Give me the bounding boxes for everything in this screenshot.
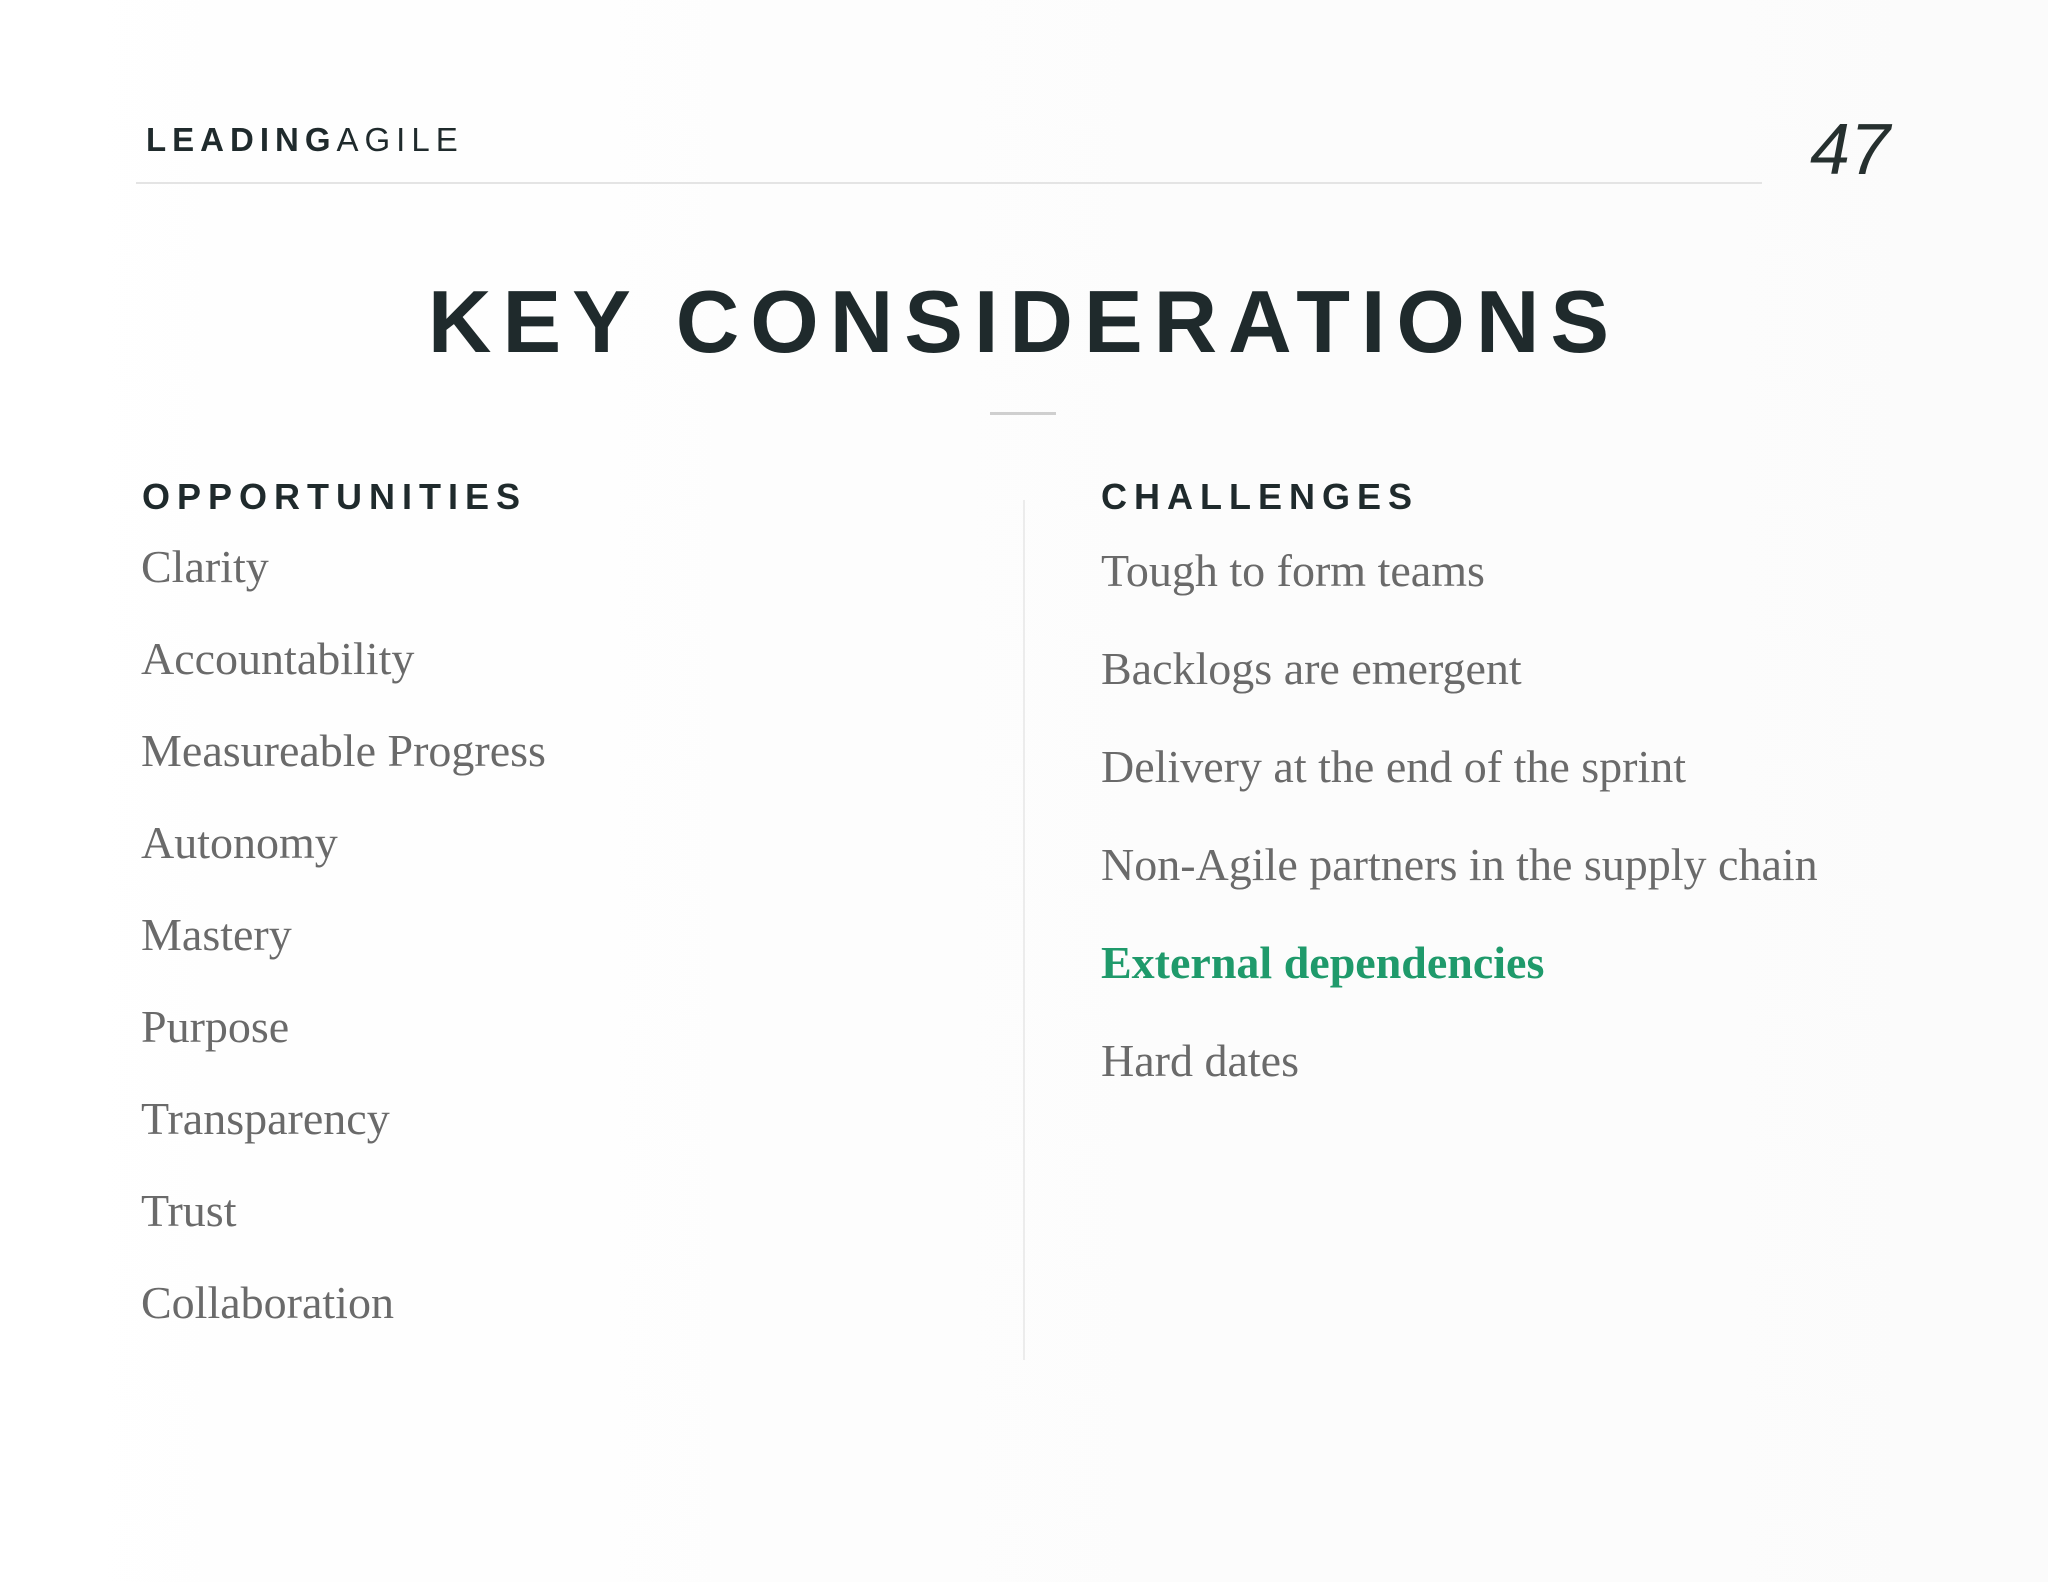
list-item: Backlogs are emergent (1101, 643, 1522, 694)
list-item: Accountability (141, 633, 415, 684)
challenges-heading: CHALLENGES (1101, 476, 1420, 517)
challenges-list (1101, 543, 1818, 1131)
brand-logo-bold: LEADING (146, 121, 337, 158)
list-item: Hard dates (1101, 1035, 1299, 1086)
list-item: Measureable Progress (141, 725, 546, 776)
brand-logo (146, 120, 464, 160)
opportunities-heading: OPPORTUNITIES (142, 476, 528, 517)
list-item: Delivery at the end of the sprint (1101, 741, 1687, 792)
brand-logo-light: AGILE (336, 121, 464, 158)
list-item: Collaboration (141, 1277, 394, 1328)
list-item: Trust (141, 1185, 237, 1236)
page-title: KEY CONSIDERATIONS (427, 272, 1621, 371)
list-item: Mastery (141, 909, 292, 960)
page-number: 47 (1810, 110, 1891, 190)
list-item: Autonomy (141, 817, 338, 868)
list-item: Purpose (141, 1001, 290, 1052)
list-item: Clarity (141, 541, 269, 592)
header-divider (136, 182, 1762, 184)
list-item: Transparency (141, 1093, 390, 1144)
title-underline (990, 412, 1056, 415)
opportunities-list (141, 539, 546, 1367)
list-item: Non-Agile partners in the supply chain (1101, 839, 1818, 890)
list-item: Tough to form teams (1101, 545, 1485, 596)
list-item-highlighted: External dependencies (1101, 937, 1545, 988)
column-divider (1023, 500, 1025, 1360)
